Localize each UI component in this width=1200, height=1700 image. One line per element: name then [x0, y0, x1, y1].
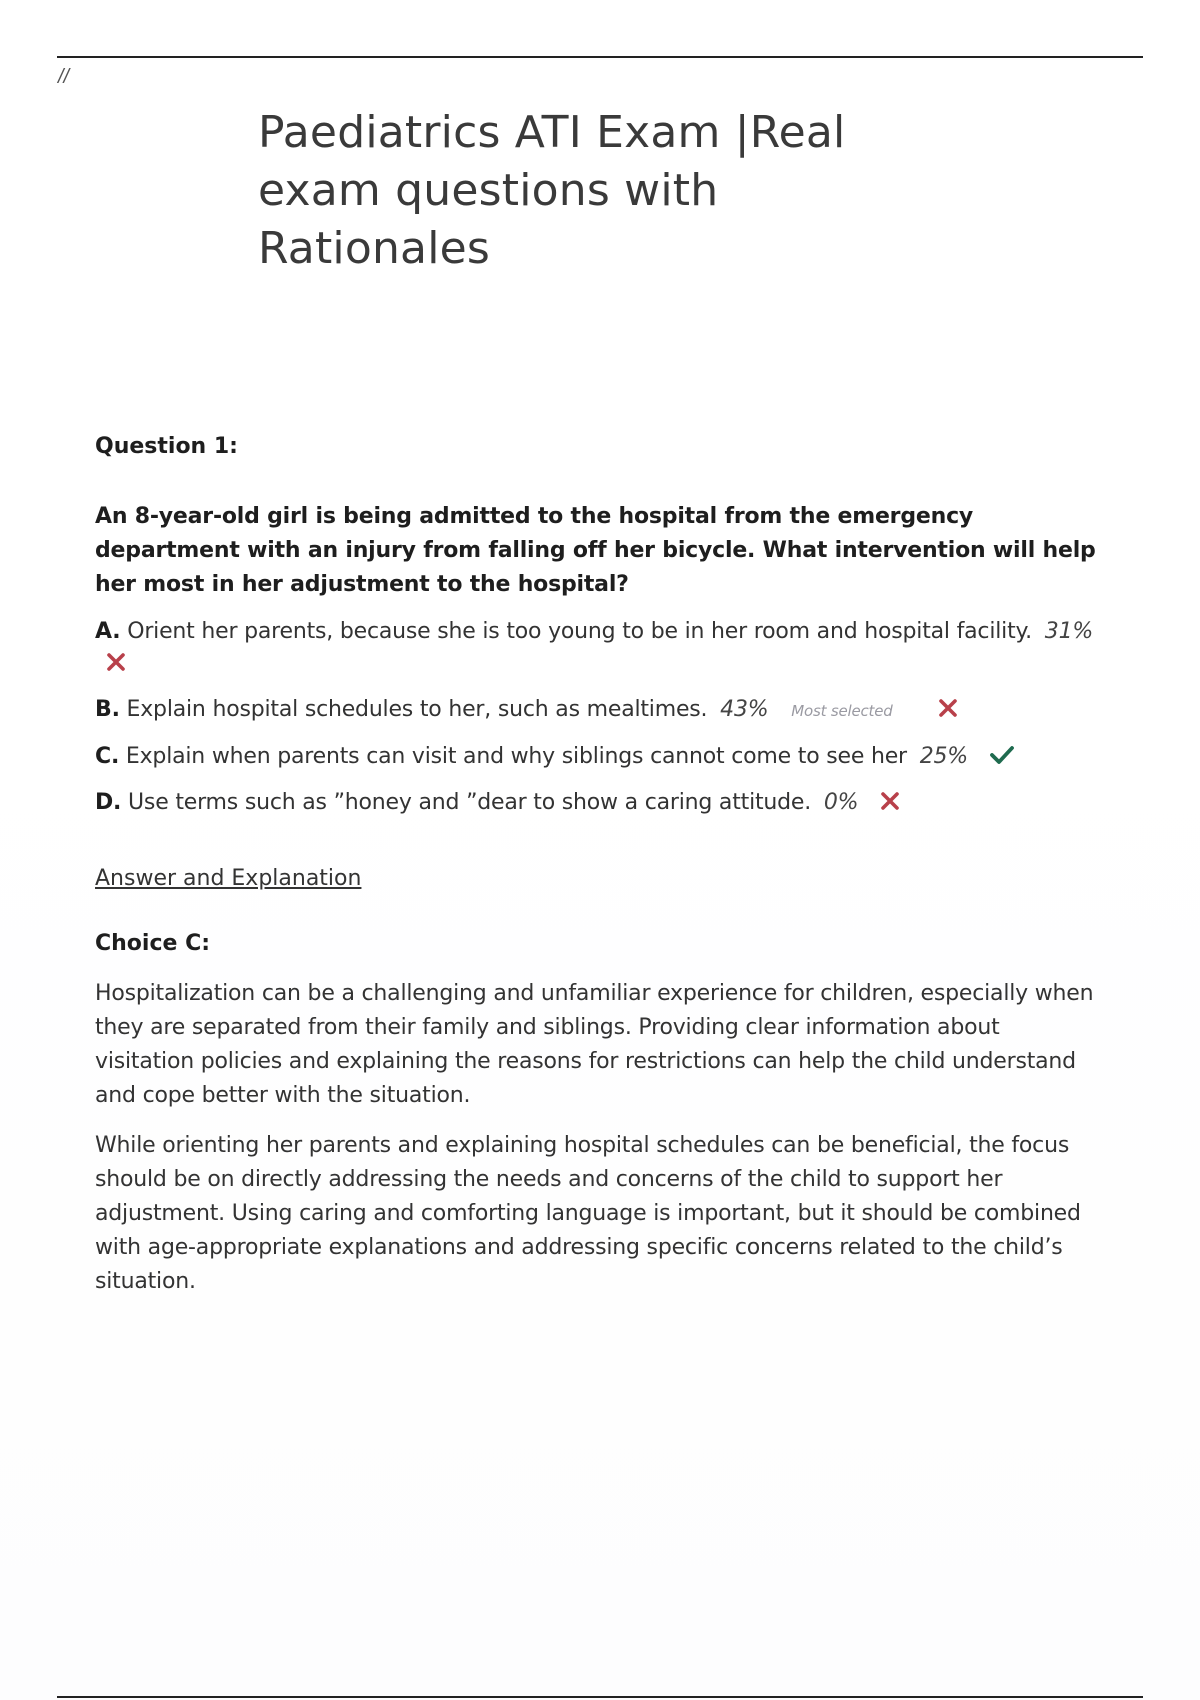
bottom-rule: [57, 1696, 1143, 1698]
option-text: Explain hospital schedules to her, such as mealtimes.: [126, 697, 708, 722]
question-content: [95, 432, 1105, 1315]
cross-icon: [879, 790, 901, 812]
option-letter: A.: [95, 619, 121, 644]
option-percent: 43%: [720, 697, 769, 722]
option-d[interactable]: [95, 787, 1105, 819]
option-a[interactable]: [95, 616, 1105, 680]
option-percent: 25%: [919, 744, 969, 769]
title-line: exam questions with: [258, 165, 719, 216]
option-c[interactable]: [95, 741, 1105, 773]
option-letter: B.: [95, 697, 120, 722]
title-line: Rationales: [258, 223, 491, 274]
answer-explanation-link[interactable]: Answer and Explanation: [95, 866, 362, 891]
option-text: Orient her parents, because she is too young to be in her room and hospital facility.: [127, 619, 1032, 644]
document-title: [258, 104, 938, 278]
question-text: An 8-year-old girl is being admitted to the hospital from the emergency department with an injury from falling off her bicycle. What intervention will help her most in her adjustment to the hospital?: [95, 504, 1096, 597]
cross-icon: [937, 697, 959, 719]
option-letter: C.: [95, 744, 120, 769]
explanation-paragraph: Hospitalization can be a challenging and unfamiliar experience for children, especially when they are separated from their family and siblings. Providing clear information about visitation policies and explaining the reasons for restrictions can help the child understand and cope better with the situation.: [95, 981, 1094, 1108]
option-b[interactable]: [95, 694, 1105, 727]
question-label: Question 1:: [95, 434, 238, 459]
explanation-paragraph: While orienting her parents and explaining hospital schedules can be beneficial, the focus should be on directly addressing the needs and concerns of the child to support her adjustment. Using caring and comforting language is important, but it should be combined with age-appropriate explanations and addressing specific concerns related to the child’s situation.: [95, 1133, 1081, 1294]
choice-heading: Choice C:: [95, 931, 211, 956]
title-line: Paediatrics ATI Exam |Real: [258, 107, 846, 158]
top-rule: [57, 56, 1143, 58]
corner-mark: //: [58, 66, 70, 88]
option-text: Use terms such as ”honey and ”dear to show a caring attitude.: [128, 790, 812, 815]
cross-icon: [105, 651, 127, 673]
check-icon: [989, 744, 1011, 766]
most-selected-badge: Most selected: [791, 702, 893, 720]
option-percent: 0%: [823, 790, 859, 815]
option-percent: 31%: [1044, 619, 1094, 644]
option-letter: D.: [95, 790, 122, 815]
option-text: Explain when parents can visit and why siblings cannot come to see her: [125, 744, 907, 769]
